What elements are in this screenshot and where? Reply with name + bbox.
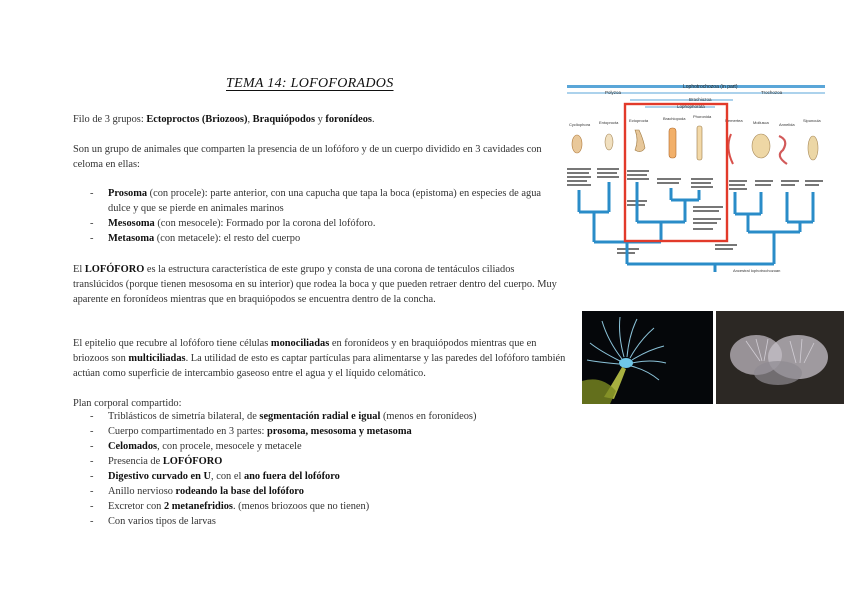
text: en foronídeos y en braquiópodos mientras que en briozoos son: [73, 338, 537, 364]
list-item: [90, 409, 560, 424]
description: (con metacele): el resto del cuerpo: [154, 233, 301, 244]
page-title: TEMA 14: LOFOFORADOS: [226, 76, 394, 91]
text: Excretor con: [108, 501, 164, 512]
sub-group-label: Lophophorata: [677, 104, 705, 109]
text: , con el: [211, 471, 244, 482]
term: Metasoma: [108, 233, 155, 244]
term: LOFÓFORO: [84, 264, 145, 275]
term: prosoma, mesosoma y metasoma: [267, 426, 412, 437]
taxon-label: Mollusca: [753, 120, 769, 125]
taxon-label: Ectoprocta: [629, 118, 649, 123]
lophophorata-highlight-box: [625, 104, 727, 241]
text: (menos en foronídeos): [380, 411, 477, 422]
plan-list: [90, 409, 560, 529]
list-item: [90, 231, 560, 246]
taxon-label: Sipuncula: [803, 118, 821, 123]
phylogeny-svg: [565, 82, 827, 274]
text: Triblásticos de simetría bilateral, de: [108, 411, 260, 422]
group-ectoproctos: Ectoproctos (Briozoos): [146, 114, 248, 125]
ancestor-label: Ancestral lophotrochozoan: [733, 268, 781, 273]
list-item: [90, 186, 560, 216]
term: LOFÓFORO: [162, 456, 223, 467]
taxon-label: Entoprocta: [599, 120, 619, 125]
intro-end: .: [371, 114, 375, 125]
phoronid-photo: [582, 311, 713, 404]
term: Mesosoma: [108, 218, 155, 229]
term: Digestivo curvado en U: [108, 471, 212, 482]
list-item: [90, 454, 560, 469]
list-item: [90, 469, 560, 484]
list-item: [90, 514, 560, 529]
text: Cuerpo compartimentado en 3 partes:: [108, 426, 267, 437]
text: Con varios tipos de larvas: [108, 516, 216, 527]
term: ano fuera del lofóforo: [243, 471, 340, 482]
term: segmentación radial e igual: [259, 411, 381, 422]
group-foronideos: foronídeos: [325, 114, 372, 125]
text: El epitelio que recubre al lofóforo tiene células: [73, 338, 271, 349]
list-item: [90, 499, 560, 514]
term: monociliadas: [270, 338, 330, 349]
left-group-label: Polyzoa: [605, 90, 622, 95]
text: . La utilidad de esto es captar partículas para alimentarse y las paredes del lofóforo también actúan como superficie de intercambio gaseoso entre el agua y el líquido celomático.: [73, 353, 566, 379]
tree-lines: [579, 182, 813, 272]
top-label: Lophotrochozoa (in part): [683, 84, 738, 90]
mid-group-label: Brachiozoa: [689, 97, 712, 102]
taxon-label: Brachiopoda: [663, 116, 686, 121]
group-braquiopodos: Braquiópodos: [252, 114, 316, 125]
right-group-label: Trochozoa: [761, 90, 783, 95]
list-item: [90, 484, 560, 499]
text: Anillo nervioso: [108, 486, 176, 497]
term: 2 metanefridios: [163, 501, 233, 512]
text: Presencia de: [108, 456, 163, 467]
list-item: [90, 439, 560, 454]
intro-sep: ,: [247, 114, 253, 125]
text: , con procele, mesocele y metacele: [157, 441, 302, 452]
intro-text: Filo de 3 grupos:: [73, 114, 147, 125]
term: Celomados: [108, 441, 158, 452]
intro-paragraph: [73, 112, 553, 127]
text: . (menos briozoos que no tienen): [232, 501, 370, 512]
bryozoan-illustration: [716, 311, 844, 404]
description: (con mesocele): Formado por la corona del lofóforo.: [154, 218, 376, 229]
lofoforo-paragraph: [73, 262, 565, 307]
list-item: [90, 216, 560, 231]
epitelio-paragraph: [73, 336, 569, 381]
text: es la estructura característica de este grupo y consta de una corona de tentáculos ciliados translúcidos (porque tienen mesosoma en su interior) que rodea la boca y que pueden retraer dentro del cuerpo. Muy aparente en foronídeos mientras que en braquiópodos se encuentra dentro de la concha.: [73, 264, 557, 305]
body-parts-list: [90, 186, 560, 246]
term: Prosoma: [108, 188, 148, 199]
phoronid-illustration: [582, 311, 713, 404]
description: (con procele): parte anterior, con una capucha que tapa la boca (epistoma) en especies de agua dulce y que se pierde en animales marinos: [108, 188, 542, 214]
bryozoan-photo: [716, 311, 844, 404]
text: El: [73, 264, 85, 275]
taxon-label: Phoronida: [693, 114, 712, 119]
definition-paragraph: Son un grupo de animales que comparten la presencia de un lofóforo y de un cuerpo dividido en 3 cavidades con celoma en ellas:: [73, 144, 542, 170]
list-item: [90, 424, 560, 439]
term: multiciliadas: [128, 353, 186, 364]
organism-illustrations: [572, 126, 818, 164]
taxon-label: Annelida: [779, 122, 795, 127]
taxon-label: Nemertea: [725, 118, 743, 123]
phylogeny-diagram: [565, 82, 827, 274]
plan-label: Plan corporal compartido:: [73, 398, 182, 409]
term: rodeando la base del lofóforo: [175, 486, 304, 497]
intro-sep: y: [315, 114, 326, 125]
taxon-label: Cycliophora: [569, 122, 591, 127]
